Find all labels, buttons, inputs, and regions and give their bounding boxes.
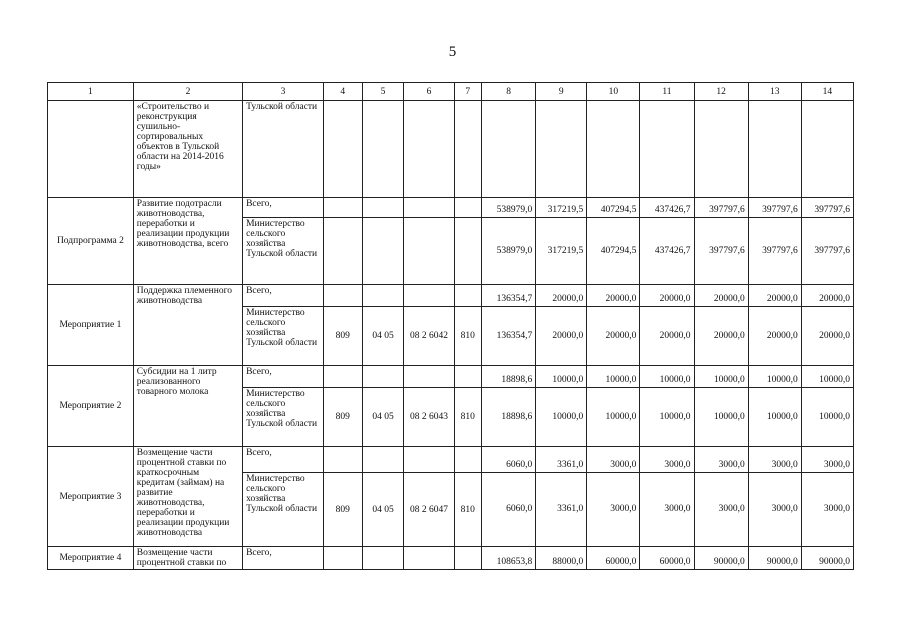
value-cell: 3361,0 — [536, 473, 587, 547]
value-cell: 397797,6 — [748, 218, 801, 285]
executor-cell: Министерство сельского хозяйства Тульской области — [243, 473, 324, 547]
row-description: Субсидии на 1 литр реализованного товарного молока — [133, 366, 242, 447]
column-header: 13 — [748, 83, 801, 101]
vr-code-cell — [454, 285, 482, 307]
value-cell: 18898,6 — [482, 366, 536, 388]
column-header: 1 — [48, 83, 134, 101]
value-cell: 397797,6 — [801, 198, 853, 218]
value-cell: 20000,0 — [748, 307, 801, 366]
rz-pr-code-cell — [362, 366, 404, 388]
value-cell: 6060,0 — [482, 447, 536, 473]
column-header: 10 — [587, 83, 640, 101]
table-cell — [640, 101, 694, 198]
value-cell: 3000,0 — [748, 447, 801, 473]
table-cell — [694, 101, 748, 198]
column-header: 3 — [243, 83, 324, 101]
vr-code-cell: 810 — [454, 388, 482, 447]
executor-cell: Всего, — [243, 366, 324, 388]
csr-code-cell: 08 2 6043 — [404, 388, 454, 447]
table-cell — [801, 101, 853, 198]
gr-code-cell — [323, 447, 362, 473]
value-cell: 3000,0 — [640, 447, 694, 473]
value-cell: 397797,6 — [694, 198, 748, 218]
gr-code-cell: 809 — [323, 307, 362, 366]
row-description: Возмещение части процентной ставки по краткосрочным кредитам (займам) на развитие животноводства, переработки и реализации продукции животноводства — [133, 447, 242, 547]
header-row — [48, 83, 854, 101]
value-cell: 60000,0 — [640, 547, 694, 570]
budget-table — [47, 82, 854, 570]
value-cell: 10000,0 — [801, 366, 853, 388]
value-cell: 136354,7 — [482, 307, 536, 366]
value-cell: 20000,0 — [694, 307, 748, 366]
table-cell — [482, 101, 536, 198]
executor-cell: Всего, — [243, 447, 324, 473]
column-header: 5 — [362, 83, 404, 101]
column-header: 6 — [404, 83, 454, 101]
row-label: Подпрограмма 2 — [48, 198, 134, 285]
column-header: 8 — [482, 83, 536, 101]
csr-code-cell: 08 2 6047 — [404, 473, 454, 547]
value-cell: 3000,0 — [640, 473, 694, 547]
row-label: Мероприятие 3 — [48, 447, 134, 547]
value-cell: 10000,0 — [640, 388, 694, 447]
value-cell: 538979,0 — [482, 198, 536, 218]
rz-pr-code-cell: 04 05 — [362, 473, 404, 547]
table-cell — [323, 101, 362, 198]
value-cell: 3000,0 — [801, 447, 853, 473]
table-row — [48, 447, 854, 473]
value-cell: 20000,0 — [587, 307, 640, 366]
value-cell: 397797,6 — [748, 198, 801, 218]
row-label: Мероприятие 1 — [48, 285, 134, 366]
row-description: Развитие подотрасли животноводства, переработки и реализации продукции животноводства, всего — [133, 198, 242, 285]
value-cell: 3000,0 — [694, 447, 748, 473]
rz-pr-code-cell: 04 05 — [362, 307, 404, 366]
column-header: 7 — [454, 83, 482, 101]
csr-code-cell — [404, 366, 454, 388]
value-cell: 437426,7 — [640, 218, 694, 285]
value-cell: 20000,0 — [748, 285, 801, 307]
vr-code-cell — [454, 218, 482, 285]
column-header: 4 — [323, 83, 362, 101]
value-cell: 20000,0 — [536, 285, 587, 307]
value-cell: 88000,0 — [536, 547, 587, 570]
rz-pr-code-cell: 04 05 — [362, 388, 404, 447]
value-cell: 397797,6 — [694, 218, 748, 285]
vr-code-cell — [454, 447, 482, 473]
gr-code-cell — [323, 198, 362, 218]
column-header: 11 — [640, 83, 694, 101]
table-cell — [48, 101, 134, 198]
value-cell: 20000,0 — [694, 285, 748, 307]
gr-code-cell — [323, 366, 362, 388]
value-cell: 317219,5 — [536, 218, 587, 285]
value-cell: 397797,6 — [801, 218, 853, 285]
value-cell: 10000,0 — [748, 366, 801, 388]
value-cell: 10000,0 — [640, 366, 694, 388]
value-cell: 20000,0 — [536, 307, 587, 366]
value-cell: 90000,0 — [801, 547, 853, 570]
table-cell — [748, 101, 801, 198]
executor-cell: Министерство сельского хозяйства Тульской области — [243, 218, 324, 285]
table-row — [48, 547, 854, 570]
value-cell: 10000,0 — [536, 388, 587, 447]
row-label: Мероприятие 2 — [48, 366, 134, 447]
csr-code-cell — [404, 285, 454, 307]
gr-code-cell: 809 — [323, 473, 362, 547]
continuation-executor: Тульской области — [243, 101, 324, 198]
table-cell — [362, 101, 404, 198]
value-cell: 10000,0 — [587, 366, 640, 388]
value-cell: 10000,0 — [694, 388, 748, 447]
gr-code-cell — [323, 218, 362, 285]
gr-code-cell — [323, 547, 362, 570]
value-cell: 3000,0 — [748, 473, 801, 547]
value-cell: 20000,0 — [640, 285, 694, 307]
csr-code-cell — [404, 447, 454, 473]
rz-pr-code-cell — [362, 198, 404, 218]
table-cell — [404, 101, 454, 198]
column-header: 2 — [133, 83, 242, 101]
table-row — [48, 285, 854, 307]
value-cell: 60000,0 — [587, 547, 640, 570]
value-cell: 20000,0 — [587, 285, 640, 307]
value-cell: 90000,0 — [694, 547, 748, 570]
gr-code-cell: 809 — [323, 388, 362, 447]
value-cell: 10000,0 — [536, 366, 587, 388]
continuation-title: «Строительство и реконструкция сушильно-сортировальных объектов в Тульской области на 2014-2016 годы» — [133, 101, 242, 198]
vr-code-cell — [454, 547, 482, 570]
value-cell: 3000,0 — [587, 473, 640, 547]
executor-cell: Всего, — [243, 198, 324, 218]
executor-cell: Министерство сельского хозяйства Тульской области — [243, 388, 324, 447]
value-cell: 407294,5 — [587, 198, 640, 218]
csr-code-cell: 08 2 6042 — [404, 307, 454, 366]
row-description: Возмещение части процентной ставки по — [133, 547, 242, 570]
value-cell: 90000,0 — [748, 547, 801, 570]
table-cell — [536, 101, 587, 198]
value-cell: 3000,0 — [694, 473, 748, 547]
value-cell: 3361,0 — [536, 447, 587, 473]
value-cell: 10000,0 — [587, 388, 640, 447]
row-label: Мероприятие 4 — [48, 547, 134, 570]
csr-code-cell — [404, 547, 454, 570]
rz-pr-code-cell — [362, 547, 404, 570]
value-cell: 20000,0 — [801, 285, 853, 307]
vr-code-cell — [454, 198, 482, 218]
csr-code-cell — [404, 198, 454, 218]
continuation-row — [48, 101, 854, 198]
value-cell: 136354,7 — [482, 285, 536, 307]
page-number: 5 — [448, 44, 457, 60]
executor-cell: Всего, — [243, 547, 324, 570]
value-cell: 3000,0 — [801, 473, 853, 547]
table-cell — [587, 101, 640, 198]
vr-code-cell — [454, 366, 482, 388]
value-cell: 437426,7 — [640, 198, 694, 218]
table-row — [48, 366, 854, 388]
vr-code-cell: 810 — [454, 307, 482, 366]
column-header: 9 — [536, 83, 587, 101]
value-cell: 18898,6 — [482, 388, 536, 447]
csr-code-cell — [404, 218, 454, 285]
value-cell: 3000,0 — [587, 447, 640, 473]
executor-cell: Министерство сельского хозяйства Тульской области — [243, 307, 324, 366]
value-cell: 317219,5 — [536, 198, 587, 218]
table-cell — [454, 101, 482, 198]
rz-pr-code-cell — [362, 218, 404, 285]
value-cell: 407294,5 — [587, 218, 640, 285]
value-cell: 538979,0 — [482, 218, 536, 285]
column-header: 14 — [801, 83, 853, 101]
gr-code-cell — [323, 285, 362, 307]
value-cell: 20000,0 — [640, 307, 694, 366]
value-cell: 6060,0 — [482, 473, 536, 547]
row-description: Поддержка племенного животноводства — [133, 285, 242, 366]
executor-cell: Всего, — [243, 285, 324, 307]
column-header: 12 — [694, 83, 748, 101]
value-cell: 20000,0 — [801, 307, 853, 366]
value-cell: 10000,0 — [801, 388, 853, 447]
rz-pr-code-cell — [362, 447, 404, 473]
value-cell: 10000,0 — [694, 366, 748, 388]
vr-code-cell: 810 — [454, 473, 482, 547]
value-cell: 10000,0 — [748, 388, 801, 447]
table-row — [48, 198, 854, 218]
rz-pr-code-cell — [362, 285, 404, 307]
value-cell: 108653,8 — [482, 547, 536, 570]
